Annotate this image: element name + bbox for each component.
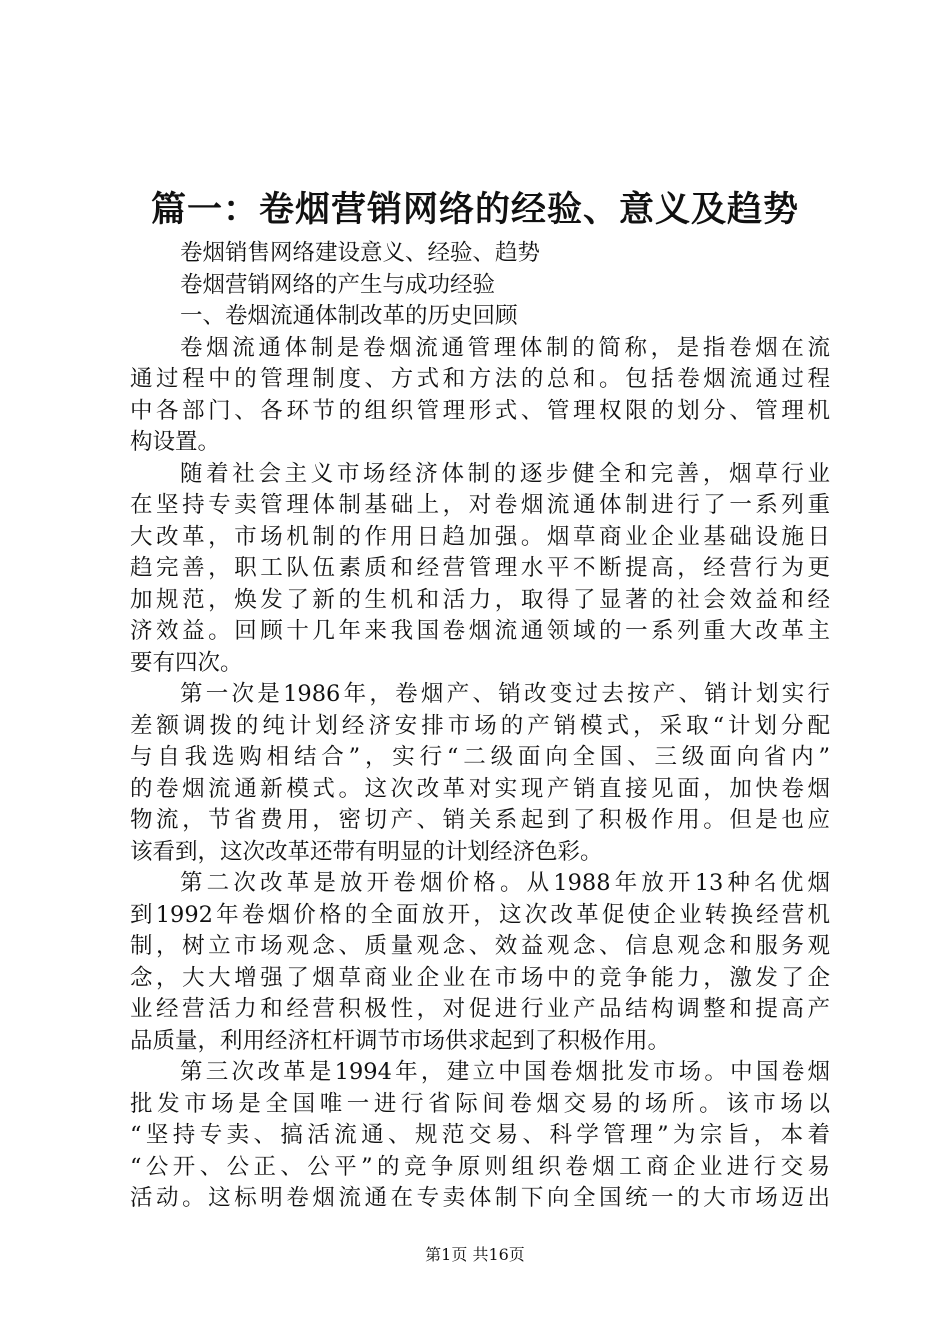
paragraph-line: 加规范，焕发了新的生机和活力，取得了显著的社会效益和经: [130, 586, 830, 613]
paragraph-line: 的卷烟流通新模式。这次改革对实现产销直接见面，加快卷烟: [130, 775, 830, 802]
paragraph-line: 第三次改革是1994年，建立中国卷烟批发市场。中国卷烟: [180, 1059, 830, 1085]
paragraph-line: 第一次是1986年，卷烟产、销改变过去按产、销计划实行: [180, 681, 830, 707]
section-heading: 一、卷烟流通体制改革的历史回顾: [180, 303, 518, 329]
paragraph-line: 通过程中的管理制度、方式和方法的总和。包括卷烟流通过程: [130, 366, 830, 392]
paragraph-line: 济效益。回顾十几年来我国卷烟流通领域的一系列重大改革主: [130, 618, 830, 644]
paragraph-line: 差额调拨的纯计划经济安排市场的产销模式，采取“计划分配: [130, 712, 830, 739]
paragraph-line: 要有四次。: [130, 649, 243, 676]
paragraph-line: 随着社会主义市场经济体制的逐步健全和完善，烟草行业: [180, 460, 830, 487]
paragraph-line: 业经营活力和经营积极性，对促进行业产品结构调整和提高产: [130, 996, 830, 1022]
paragraph-line: “公开、公正、公平”的竞争原则组织卷烟工商企业进行交易: [130, 1153, 830, 1180]
paragraph-line: “坚持专卖、搞活流通、规范交易、科学管理”为宗旨，本着: [130, 1122, 830, 1148]
paragraph-line: 品质量，利用经济杠杆调节市场供求起到了积极作用。: [130, 1027, 671, 1054]
paragraph-line: 批发市场是全国唯一进行省际间卷烟交易的场所。该市场以: [130, 1090, 830, 1117]
subtitle-line: 卷烟销售网络建设意义、经验、趋势: [180, 240, 541, 266]
paragraph-line: 物流，节省费用，密切产、销关系起到了积极作用。但是也应: [130, 807, 830, 833]
paragraph-line: 趋完善，职工队伍素质和经营管理水平不断提高，经营行为更: [130, 555, 830, 581]
paragraph-line: 到1992年卷烟价格的全面放开，这次改革促使企业转换经营机: [130, 901, 830, 928]
document-body: [130, 238, 830, 1215]
paragraph-line: 第二次改革是放开卷烟价格。从1988年放开13种名优烟: [180, 870, 830, 896]
paragraph-line: 构设置。: [130, 429, 221, 455]
subtitle-line: 卷烟营销网络的产生与成功经验: [180, 271, 496, 298]
paragraph-line: 中各部门、各环节的组织管理形式、管理权限的划分、管理机: [130, 397, 830, 424]
paragraph-line: 与自我选购相结合”，实行“二级面向全国、三级面向省内”: [130, 744, 830, 770]
page-number-footer: 第1页 共16页: [425, 1245, 525, 1264]
paragraph-line: 活动。这标明卷烟流通在专卖体制下向全国统一的大市场迈出: [130, 1185, 830, 1211]
document-title: 篇一：卷烟营销网络的经验、意义及趋势: [150, 190, 799, 230]
paragraph-line: 念，大大增强了烟草商业企业在市场中的竞争能力，激发了企: [130, 964, 830, 991]
paragraph-line: 在坚持专卖管理体制基础上，对卷烟流通体制进行了一系列重: [130, 492, 830, 518]
paragraph-line: 卷烟流通体制是卷烟流通管理体制的简称，是指卷烟在流: [180, 334, 830, 361]
paragraph-line: 制，树立市场观念、质量观念、效益观念、信息观念和服务观: [130, 933, 830, 959]
paragraph-line: 大改革，市场机制的作用日趋加强。烟草商业企业基础设施日: [130, 523, 830, 550]
paragraph-line: 该看到，这次改革还带有明显的计划经济色彩。: [130, 838, 603, 865]
